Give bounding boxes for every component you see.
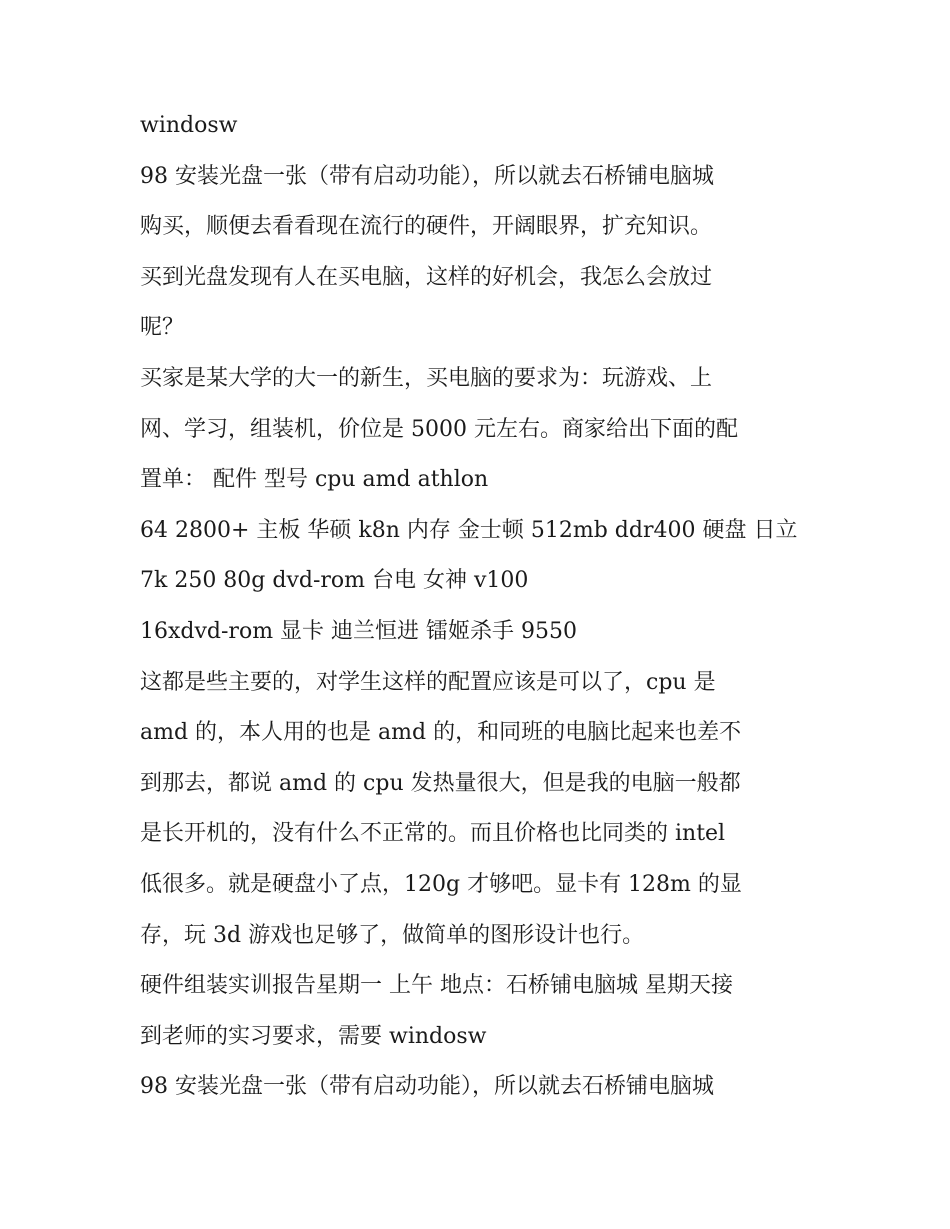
text-line: 98 安装光盘一张（带有启动功能），所以就去石桥铺电脑城 bbox=[140, 1074, 714, 1100]
text-line: 64 2800+ 主板 华硕 k8n 内存 金士顿 512mb ddr400 硬盘 日立 bbox=[140, 517, 798, 543]
text-line: 7k 250 80g dvd-rom 台电 女神 v100 bbox=[140, 568, 529, 594]
text-line: 置单： 配件 型号 cpu amd athlon bbox=[140, 467, 489, 493]
text-line: 到老师的实习要求，需要 windosw bbox=[140, 1023, 487, 1049]
text-line: 硬件组装实训报告星期一 上午 地点：石桥铺电脑城 星期天接 bbox=[140, 973, 733, 999]
text-line: windosw bbox=[140, 113, 238, 138]
document-body bbox=[140, 101, 840, 1113]
text-line: 买到光盘发现有人在买电脑，这样的好机会，我怎么会放过 bbox=[140, 264, 713, 290]
text-line: 16xdvd-rom 显卡 迪兰恒进 镭姬杀手 9550 bbox=[140, 618, 578, 644]
text-line: 购买，顺便去看看现在流行的硬件，开阔眼界，扩充知识。 bbox=[140, 214, 713, 240]
text-line: 存，玩 3d 游戏也足够了，做简单的图形设计也行。 bbox=[140, 922, 645, 948]
text-line: 这都是些主要的，对学生这样的配置应该是可以了，cpu 是 bbox=[140, 669, 716, 695]
text-line: 网、学习，组装机，价位是 5000 元左右。商家给出下面的配 bbox=[140, 416, 738, 442]
text-line: 买家是某大学的大一的新生，买电脑的要求为：玩游戏、上 bbox=[140, 365, 713, 391]
text-line: 是长开机的，没有什么不正常的。而且价格也比同类的 intel bbox=[140, 821, 726, 847]
text-line: 到那去，都说 amd 的 cpu 发热量很大，但是我的电脑一般都 bbox=[140, 770, 741, 796]
text-line: 呢？ bbox=[140, 315, 185, 341]
text-line: 98 安装光盘一张（带有启动功能），所以就去石桥铺电脑城 bbox=[140, 163, 714, 189]
text-line: amd 的，本人用的也是 amd 的，和同班的电脑比起来也差不 bbox=[140, 720, 742, 746]
text-line: 低很多。就是硬盘小了点，120g 才够吧。显卡有 128m 的显 bbox=[140, 871, 742, 897]
